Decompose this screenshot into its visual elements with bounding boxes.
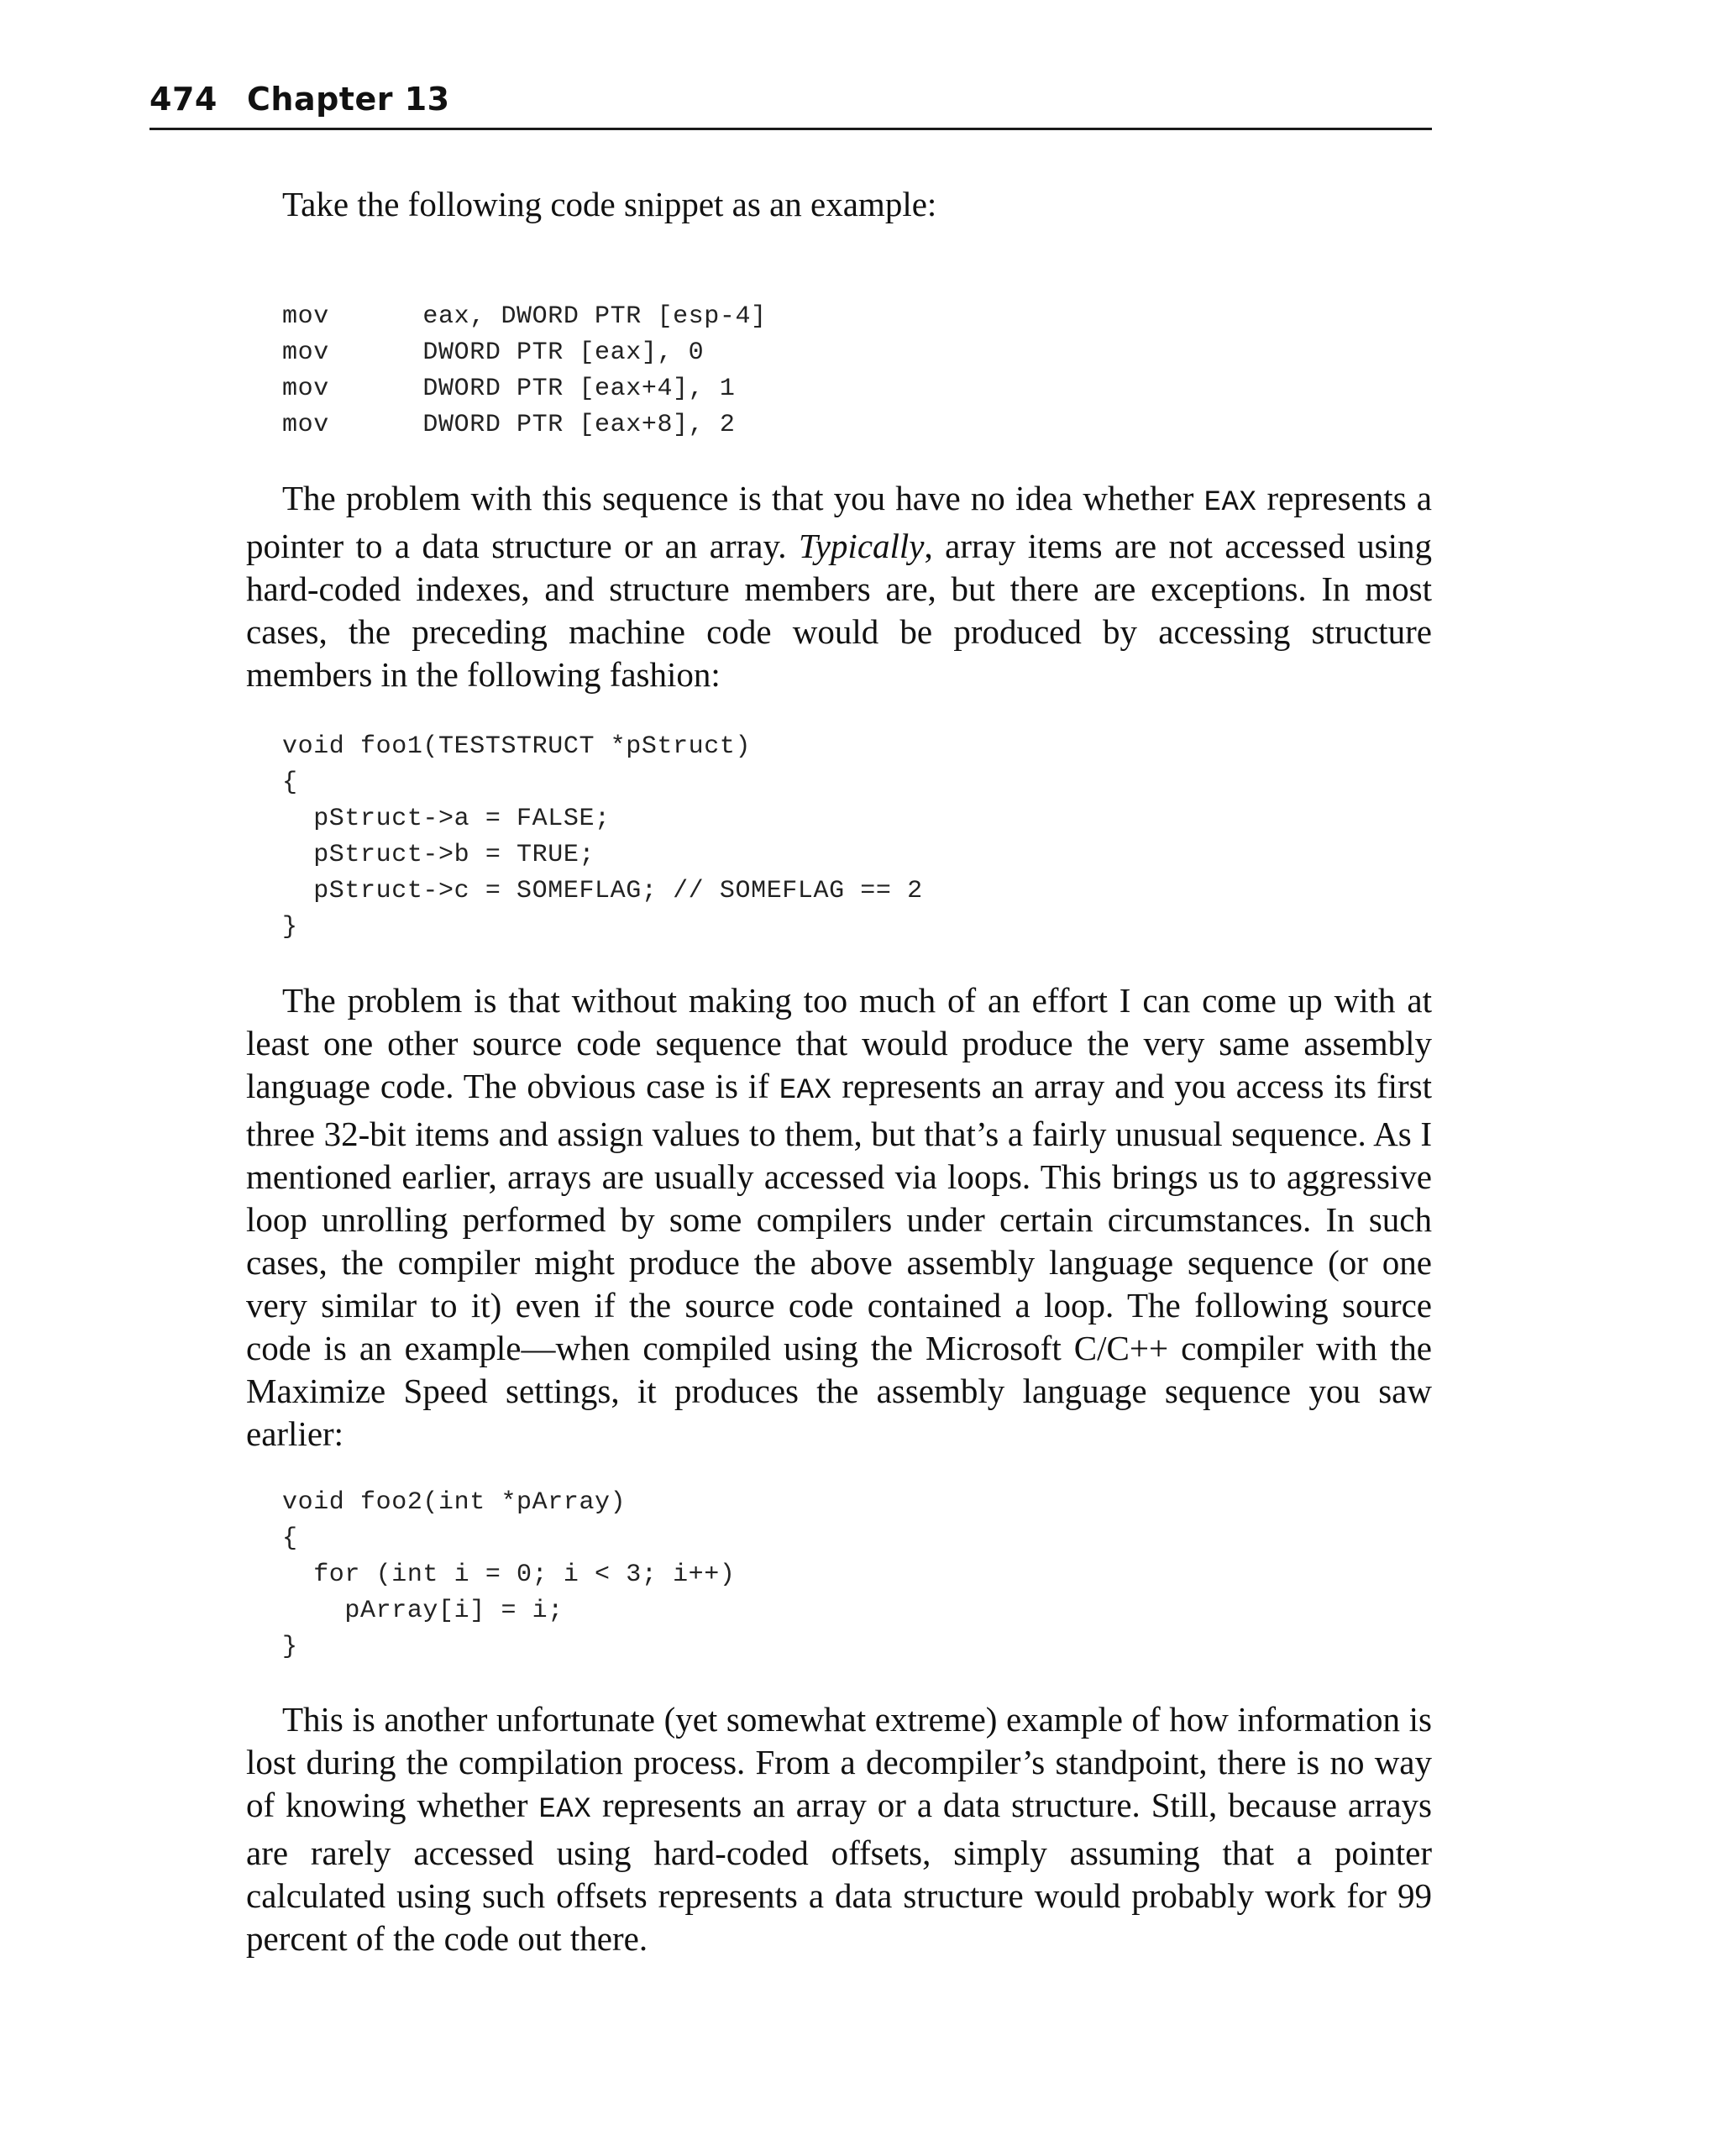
code-line: pStruct->a = FALSE; [282,805,611,833]
assembly-code-block [282,299,767,443]
paragraph-text: represents a pointer to a data structure or an array. [246,479,1432,565]
paragraph-text: , array items are not accessed using hard-coded indexes, and structure members are, but there are exceptions. In most cases, the preceding machine code would be produced by accessing structure members in the following fashion: [246,527,1432,694]
code-line: } [282,913,298,942]
page-number: 474 [149,81,218,118]
paragraph-text: This is another unfortunate (yet somewhat extreme) example of how information is lost during the compilation process. From a decompiler’s standpoint, there is no way of knowing whether [246,1700,1432,1824]
code-line: pStruct->c = SOMEFLAG; // SOMEFLAG == 2 [282,877,923,905]
code-line: pStruct->b = TRUE; [282,841,595,869]
foo2-code-block [282,1485,736,1666]
code-line: mov DWORD PTR [eax+8], 2 [282,411,736,439]
inline-code: EAX [538,1794,592,1826]
code-line: void foo1(TESTSTRUCT *pStruct) [282,732,752,761]
foo1-code-block [282,729,923,946]
code-line: void foo2(int *pArray) [282,1488,627,1517]
paragraph-text: represents an array and you access its first three 32-bit items and assign values to them, but that’s a fairly unusual sequence. As I mentioned earlier, arrays are usually accessed via loops. This brings us to aggressive loop unrolling performed by some compilers under certain circumstances. In such cases, the compiler might produce the above assembly language sequence (or one very similar to it) even if the source code contained a loop. The following source code is an example—when compiled using the Microsoft C/C++ compiler with the Maximize Speed settings, it produces the assembly language sequence you saw earlier: [246,1067,1432,1453]
emphasis-text: Typically [798,527,925,565]
code-line: mov eax, DWORD PTR [esp-4] [282,302,767,331]
chapter-title: Chapter 13 [247,81,450,118]
code-line: { [282,1524,298,1553]
paragraph-eax-ambiguity [246,477,1432,696]
paragraph-loop-unrolling [246,979,1432,1456]
code-line: mov DWORD PTR [eax], 0 [282,338,705,367]
paragraph-text: The problem is that without making too much of an effort I can come up with at least one other source code sequence that would produce the very same assembly language code. The obvious case is if [246,981,1432,1105]
paragraph-text: The problem with this sequence is that you have no idea whether [282,479,1204,517]
inline-code: EAX [779,1075,832,1107]
intro-paragraph: Take the following code snippet as an example: [282,185,937,223]
inline-code: EAX [1203,487,1257,519]
paragraph-text: represents an array or a data structure. Still, because arrays are rarely accessed using hard-coded offsets, simply assuming that a pointer calculated using such offsets represents a data structure would probably work for 99 percent of the code out there. [246,1786,1433,1958]
code-line: } [282,1633,298,1661]
code-line: mov DWORD PTR [eax+4], 1 [282,375,736,403]
code-line: for (int i = 0; i < 3; i++) [282,1561,736,1589]
page-header [149,77,1432,130]
code-line: { [282,769,298,797]
code-line: pArray[i] = i; [282,1597,564,1625]
paragraph-information-loss [246,1698,1432,1960]
